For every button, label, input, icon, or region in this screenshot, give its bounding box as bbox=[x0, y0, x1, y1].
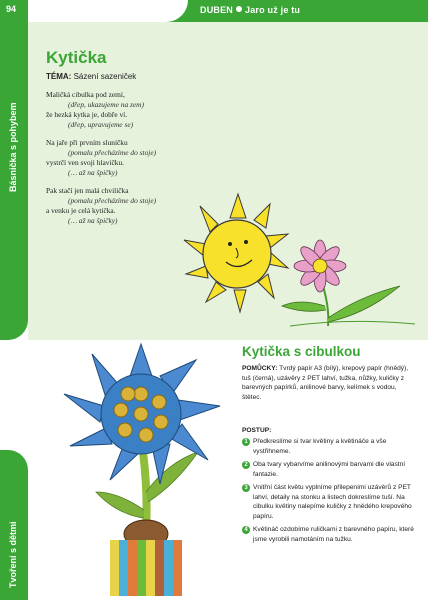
step-item bbox=[242, 437, 420, 456]
page-header bbox=[0, 0, 428, 22]
poem-note: (pomalu přecházíme do stoje) bbox=[68, 196, 157, 205]
poem-note: (dřep, upravujeme se) bbox=[68, 120, 134, 129]
header-month: DUBEN bbox=[200, 5, 234, 15]
poem-note: (dřep, ukazujeme na zem) bbox=[68, 100, 144, 109]
poem-note: (… až na špičky) bbox=[68, 168, 118, 177]
step-text: Předkreslíme si tvar květiny a květináče a vše vystřihneme. bbox=[253, 438, 387, 455]
steps-list bbox=[242, 437, 420, 548]
poem-note: (… až na špičky) bbox=[68, 216, 118, 225]
poem-line: Maličká cibulka pod zemí, bbox=[46, 90, 125, 99]
header-topic: Jaro už je tu bbox=[245, 5, 301, 15]
theme-value: Sázení sazeniček bbox=[73, 72, 137, 81]
step-text: Oba tvary vybarvíme anilinovými barvami dle vlastní fantazie. bbox=[253, 461, 406, 478]
poem-line: že hezká kytka je, dobře ví. bbox=[46, 110, 128, 119]
sidebar-tab-craft bbox=[0, 450, 28, 600]
poem-note: (pomalu přecházíme do stoje) bbox=[68, 148, 157, 157]
blue-flower-craft-photo bbox=[48, 342, 234, 598]
steps-title: POSTUP: bbox=[242, 427, 272, 434]
sun-and-flower-illustration bbox=[170, 186, 420, 336]
sidebar-label-craft: Tvoření s dětmi bbox=[8, 521, 18, 588]
sun-illustration bbox=[184, 194, 288, 312]
step-item bbox=[242, 525, 420, 544]
step-number: 1 bbox=[242, 438, 250, 446]
theme-label: TÉMA: bbox=[46, 72, 72, 81]
step-text: Vnitřní část květu vyplníme přilepeními uzávěrů z PET lahví, detaily na stonku a listech dokreslíme tuší. Na cibulku květiny nalepíme kuličky z hnědého krepového papíru. bbox=[253, 484, 412, 520]
craft-title: Kytička s cibulkou bbox=[242, 344, 361, 359]
step-item bbox=[242, 483, 420, 521]
poem-line: a venku je celá kytička. bbox=[46, 206, 116, 215]
pink-flower-illustration bbox=[282, 240, 400, 326]
step-number: 4 bbox=[242, 526, 250, 534]
step-text: Květináč ozdobíme ruličkami z barevného papíru, které jsme vyrobili namotáním na tužku. bbox=[253, 526, 414, 543]
step-number: 3 bbox=[242, 484, 250, 492]
header-title bbox=[200, 5, 300, 15]
step-number: 2 bbox=[242, 461, 250, 469]
poem-line: Na jaře při prvním sluníčku bbox=[46, 138, 128, 147]
tools-text: Tvrdý papír A3 (bílý), krepový papír (hnědý), tuš (černá), uzávěry z PET lahví, tužka, nůžky, kuličky z barevných papírků, anilinové barvy, kelímek s vodou, štětec. bbox=[242, 365, 409, 401]
sidebar-tab-poem bbox=[0, 22, 28, 340]
bullet-icon bbox=[236, 6, 242, 12]
page-number: 94 bbox=[6, 4, 17, 14]
sidebar-label-poem: Básnička s pohybem bbox=[8, 102, 18, 192]
poem-title: Kytička bbox=[46, 48, 107, 67]
poem-theme bbox=[46, 72, 136, 81]
poem-line: Pak stačí jen malá chvilička bbox=[46, 186, 129, 195]
tools-paragraph bbox=[242, 364, 417, 402]
tools-label: POMŮCKY: bbox=[242, 365, 278, 372]
step-item bbox=[242, 460, 420, 479]
poem-line: vystrčí ven svoji hlavičku. bbox=[46, 158, 124, 167]
